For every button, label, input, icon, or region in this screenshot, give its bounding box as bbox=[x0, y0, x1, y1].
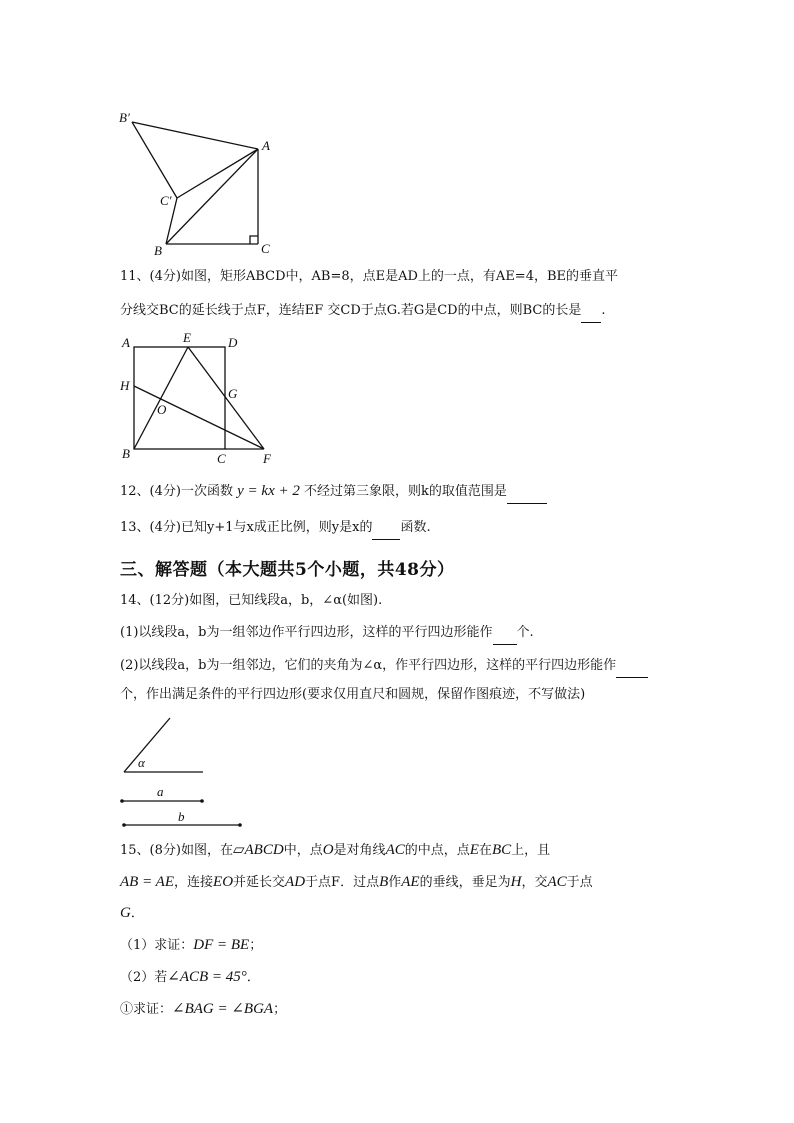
q15-part2-1 bbox=[120, 1000, 286, 1019]
q14-part1-line bbox=[120, 624, 534, 645]
q13-line bbox=[120, 519, 431, 540]
q15-prefix: 15、(8分) bbox=[120, 843, 181, 858]
label-a: A bbox=[262, 138, 270, 153]
segment-a-endpoint-right bbox=[200, 799, 204, 803]
q15-var: AC bbox=[385, 842, 405, 858]
figure-q14 bbox=[112, 712, 262, 837]
q15-var: H bbox=[510, 874, 522, 890]
q14-part1-blank[interactable] bbox=[493, 626, 517, 645]
q15-text: 上，且 bbox=[511, 843, 551, 858]
label-h: H bbox=[120, 378, 130, 393]
angle-ray-upper bbox=[124, 718, 170, 772]
segment-e-f bbox=[188, 347, 264, 449]
label-a: a bbox=[157, 784, 164, 799]
q14-intro: 如图，已知线段a，b，∠α(如图). bbox=[189, 593, 383, 608]
q15-var: AD bbox=[285, 874, 306, 890]
label-d: D bbox=[228, 335, 238, 350]
q15-var: BC bbox=[491, 842, 512, 858]
figure-q10 bbox=[110, 105, 290, 265]
segment-b-endpoint-left bbox=[122, 823, 126, 827]
q11-text1: 如图，矩形ABCD中，AB=8，点E是AD上的一点，有AE=4，BE的垂直平 bbox=[180, 269, 619, 284]
q15-eq: AB = AE bbox=[120, 874, 175, 890]
q15-text: ． bbox=[130, 906, 144, 921]
q15-text: 并延长交 bbox=[233, 875, 286, 890]
q11-answer-blank[interactable] bbox=[581, 304, 601, 323]
right-angle-mark bbox=[250, 236, 258, 244]
q15-text: ，交 bbox=[521, 875, 548, 890]
q15-text: 的中点，点 bbox=[404, 843, 470, 858]
q15-part2-1-label: ①求证： bbox=[120, 1002, 173, 1017]
q15-var: EO bbox=[213, 874, 234, 890]
q15-text: 是对角线 bbox=[333, 843, 386, 858]
segment-b-e bbox=[134, 347, 188, 449]
q15-var: G bbox=[120, 905, 131, 921]
q11-end: . bbox=[601, 303, 606, 318]
q15-var: O bbox=[322, 842, 334, 858]
q15-line1 bbox=[120, 841, 550, 860]
figure-q11 bbox=[112, 330, 282, 470]
q15-line2 bbox=[120, 873, 593, 892]
q14-part1-text: (1)以线段a，b为一组邻边作平行四边形，这样的平行四边形能作 bbox=[120, 625, 493, 640]
q12-formula: y = kx + 2 bbox=[237, 483, 300, 499]
section-3-heading: 三、解答题（本大题共5个小题，共48分） bbox=[120, 560, 455, 580]
q14-part2-line bbox=[120, 657, 648, 678]
label-b: B bbox=[122, 446, 130, 461]
q15-var: B bbox=[379, 874, 389, 890]
label-f: F bbox=[263, 451, 271, 466]
label-b-prime: B′ bbox=[119, 110, 130, 125]
q15-part2-label: （2）若 bbox=[120, 970, 168, 985]
q15-text: 于点 bbox=[566, 875, 593, 890]
segment-bp-a bbox=[132, 122, 258, 149]
q15-text: 中，点 bbox=[283, 843, 323, 858]
q15-line3 bbox=[120, 904, 144, 923]
q15-part2-1-eq: ∠BAG = ∠BGA bbox=[172, 1001, 274, 1017]
label-b: b bbox=[178, 809, 185, 824]
q12-text-b: 不经过第三象限，则k的取值范围是 bbox=[303, 484, 507, 499]
q11-line2 bbox=[120, 302, 605, 323]
label-b: B bbox=[154, 243, 162, 258]
label-c: C bbox=[261, 241, 270, 256]
label-o: O bbox=[157, 402, 167, 417]
q15-text: ； bbox=[249, 938, 263, 953]
q11-prefix: 11、(4分) bbox=[120, 269, 181, 284]
q15-parallelogram: ▱ABCD bbox=[232, 842, 284, 858]
label-a: A bbox=[122, 335, 130, 350]
q13-prefix: 13、(4分) bbox=[120, 520, 181, 535]
q15-text: 在 bbox=[478, 843, 492, 858]
q15-text: ． bbox=[246, 970, 260, 985]
q15-text: ； bbox=[273, 1002, 287, 1017]
q12-text-a: 一次函数 bbox=[180, 484, 233, 499]
segment-b-endpoint-right bbox=[238, 823, 242, 827]
label-g: G bbox=[228, 386, 238, 401]
q15-text: 如图，在 bbox=[180, 843, 233, 858]
q12-prefix: 12、(4分) bbox=[120, 484, 181, 499]
q14-intro-line bbox=[120, 592, 382, 610]
q11-line1 bbox=[120, 268, 618, 286]
q15-var: E bbox=[469, 842, 479, 858]
q13-answer-blank[interactable] bbox=[372, 521, 400, 540]
q12-answer-blank[interactable] bbox=[507, 485, 547, 504]
q15-part1-label: （1）求证： bbox=[120, 938, 194, 953]
q15-part1-eq: DF = BE bbox=[193, 937, 250, 953]
label-c: C bbox=[217, 451, 226, 466]
q15-part1 bbox=[120, 936, 262, 955]
q11-text2: 分线交BC的延长线于点F，连结EF 交CD于点G.若G是CD的中点，则BC的长是 bbox=[120, 303, 582, 318]
q12-line bbox=[120, 482, 547, 504]
segment-a-endpoint-left bbox=[120, 799, 124, 803]
q15-text: 作 bbox=[388, 875, 402, 890]
q14-part1-end: 个. bbox=[516, 625, 534, 640]
q15-var: AE bbox=[401, 874, 420, 890]
segment-bp-cp bbox=[132, 122, 177, 198]
q14-part2-cont: 个，作出满足条件的平行四边形(要求仅用直尺和圆规，保留作图痕迹，不写做法) bbox=[120, 687, 586, 702]
q15-text: 的垂线，垂足为 bbox=[419, 875, 511, 890]
q15-text: ，连接 bbox=[174, 875, 214, 890]
q15-part2 bbox=[120, 968, 260, 987]
label-e: E bbox=[183, 330, 191, 345]
segment-h-f bbox=[134, 386, 264, 449]
q14-part2-cont-line bbox=[120, 686, 585, 704]
q14-part2-text: (2)以线段a，b为一组邻边，它们的夹角为∠α，作平行四边形，这样的平行四边形能作 bbox=[120, 658, 617, 673]
label-c-prime: C′ bbox=[160, 193, 172, 208]
q15-part2-eq: ∠ACB = 45° bbox=[167, 969, 247, 985]
label-alpha: α bbox=[138, 755, 145, 770]
q15-var: AC bbox=[547, 874, 567, 890]
q13-text-b: 函数. bbox=[400, 520, 431, 535]
q14-prefix: 14、(12分) bbox=[120, 593, 190, 608]
q14-part2-blank[interactable] bbox=[616, 659, 648, 678]
q13-text-a: 已知y+1与x成正比例，则y是x的 bbox=[180, 520, 373, 535]
q15-text: 于点F．过点 bbox=[305, 875, 380, 890]
